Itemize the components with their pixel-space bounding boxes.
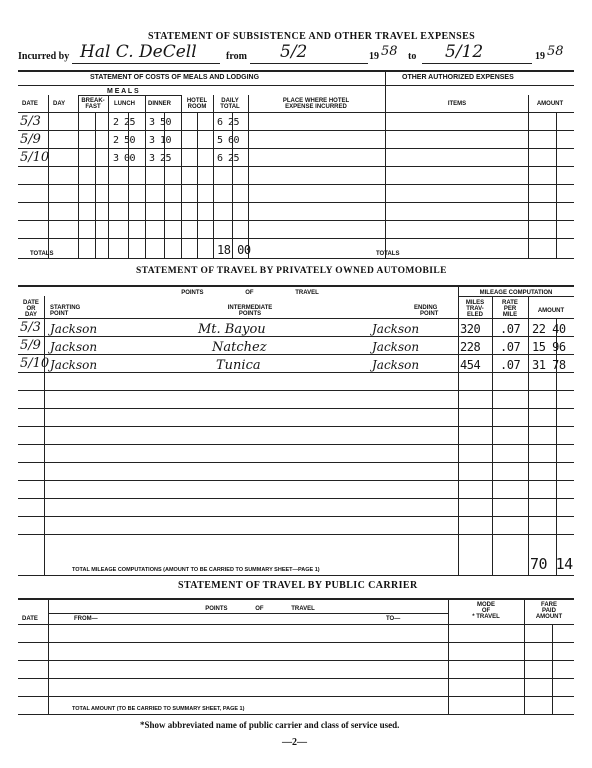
auto-end[interactable]: Jackson bbox=[372, 322, 420, 336]
auto-col-date-1: DATE bbox=[23, 300, 39, 306]
auto-date[interactable]: 5/9 bbox=[20, 338, 41, 353]
carrier-points-header: POINTS OF TRAVEL bbox=[205, 606, 315, 612]
meal-date[interactable]: 5/9 bbox=[20, 132, 41, 147]
from-label: from bbox=[226, 51, 247, 62]
auto-col-end-2: POINT bbox=[420, 311, 439, 317]
col-day: DAY bbox=[53, 101, 66, 107]
auto-amount[interactable]: 31 78 bbox=[532, 358, 566, 372]
other-totals-label: TOTALS bbox=[376, 251, 400, 257]
auto-start[interactable]: Jackson bbox=[50, 322, 98, 336]
carrier-col-mode-1: MODE bbox=[477, 602, 495, 608]
carrier-col-fare-1: FARE bbox=[540, 602, 557, 608]
meal-dinner[interactable]: 3 10 bbox=[149, 135, 172, 146]
footer-note: *Show abbreviated name of public carrier and class of service used. bbox=[140, 720, 400, 730]
meal-daily-total[interactable]: 6 25 bbox=[217, 153, 240, 164]
auto-amount[interactable]: 22 40 bbox=[532, 322, 566, 336]
carrier-col-date: DATE bbox=[22, 616, 38, 622]
auto-date[interactable]: 5/10 bbox=[20, 356, 50, 371]
auto-miles[interactable]: 454 bbox=[460, 358, 481, 372]
col-dinner: DINNER bbox=[148, 101, 172, 107]
col-amount: AMOUNT bbox=[536, 101, 564, 107]
carrier-col-to: TO— bbox=[386, 616, 401, 622]
auto-total-label: TOTAL MILEAGE COMPUTATIONS (AMOUNT TO BE CARRIED TO SUMMARY SHEET—PAGE 1) bbox=[72, 567, 320, 573]
auto-inter[interactable]: Natchez bbox=[212, 340, 267, 355]
meal-dinner[interactable]: 3 50 bbox=[149, 117, 172, 128]
auto-points-header: POINTS OF TRAVEL bbox=[181, 290, 319, 296]
auto-col-date-2: OR bbox=[26, 306, 36, 312]
auto-col-rate-3: MILE bbox=[502, 312, 518, 318]
auto-rate[interactable]: .07 bbox=[500, 322, 521, 336]
incurred-by-label: Incurred by bbox=[18, 51, 70, 62]
auto-col-miles-2: TRAV- bbox=[466, 306, 484, 312]
auto-col-start-2: POINT bbox=[50, 311, 69, 317]
carrier-col-fare-2: PAID bbox=[542, 608, 556, 614]
page-number: —2— bbox=[282, 737, 307, 748]
col-daily-2: TOTAL bbox=[220, 104, 240, 110]
auto-col-miles-1: MILES bbox=[465, 300, 485, 306]
col-breakfast-2: FAST bbox=[85, 104, 101, 110]
auto-col-start-1: STARTING bbox=[50, 305, 81, 311]
meal-date[interactable]: 5/10 bbox=[20, 150, 50, 165]
meal-lunch[interactable]: 2 50 bbox=[113, 135, 136, 146]
auto-miles[interactable]: 228 bbox=[460, 340, 481, 354]
from-value[interactable]: 5/2 bbox=[280, 42, 308, 62]
auto-start[interactable]: Jackson bbox=[50, 340, 98, 354]
auto-col-date-3: DAY bbox=[24, 312, 38, 318]
meal-dinner[interactable]: 3 25 bbox=[149, 153, 172, 164]
auto-end[interactable]: Jackson bbox=[372, 340, 420, 354]
auto-section-title: STATEMENT OF TRAVEL BY PRIVATELY OWNED AUTOMOBILE bbox=[136, 266, 447, 276]
auto-col-miles-3: ELED bbox=[466, 312, 483, 318]
auto-col-end-1: ENDING bbox=[414, 305, 438, 311]
meals-totals-label: TOTALS bbox=[30, 251, 54, 257]
year-end-value[interactable]: 58 bbox=[547, 44, 564, 59]
meals-group-label: M E A L S bbox=[107, 88, 139, 95]
col-hotel-1: HOTEL bbox=[186, 98, 208, 104]
carrier-col-mode-3: * TRAVEL bbox=[472, 614, 500, 620]
auto-rate[interactable]: .07 bbox=[500, 358, 521, 372]
meal-lunch[interactable]: 2 25 bbox=[113, 117, 136, 128]
col-date: DATE bbox=[22, 101, 38, 107]
meal-daily-total[interactable]: 5 60 bbox=[217, 135, 240, 146]
to-label: to bbox=[408, 51, 417, 62]
year-mid-value[interactable]: 58 bbox=[381, 44, 398, 59]
col-place-1: PLACE WHERE HOTEL bbox=[282, 98, 350, 104]
meal-lunch[interactable]: 3 00 bbox=[113, 153, 136, 164]
col-place-2: EXPENSE INCURRED bbox=[285, 104, 347, 110]
meals-section-title: STATEMENT OF COSTS OF MEALS AND LODGING bbox=[90, 74, 260, 81]
auto-inter[interactable]: Tunica bbox=[216, 358, 261, 373]
other-expenses-title: OTHER AUTHORIZED EXPENSES bbox=[402, 74, 514, 81]
col-lunch: LUNCH bbox=[114, 101, 135, 107]
auto-date[interactable]: 5/3 bbox=[20, 320, 41, 335]
auto-amount[interactable]: 15 96 bbox=[532, 340, 566, 354]
carrier-total-label: TOTAL AMOUNT (TO BE CARRIED TO SUMMARY SHEET, PAGE 1) bbox=[72, 706, 245, 712]
incurred-by-value[interactable]: Hal C. DeCell bbox=[80, 42, 197, 62]
auto-start[interactable]: Jackson bbox=[50, 358, 98, 372]
meal-daily-total[interactable]: 6 25 bbox=[217, 117, 240, 128]
form-title: STATEMENT OF SUBSISTENCE AND OTHER TRAVEL EXPENSES bbox=[148, 31, 476, 42]
auto-col-rate-1: RATE bbox=[502, 300, 518, 306]
meals-totals-value[interactable]: 18 00 bbox=[217, 243, 251, 257]
auto-col-inter-1: INTERMEDIATE bbox=[227, 305, 273, 311]
carrier-col-from: FROM— bbox=[74, 616, 98, 622]
auto-miles[interactable]: 320 bbox=[460, 322, 481, 336]
auto-col-amount: AMOUNT bbox=[537, 308, 565, 314]
auto-col-rate-2: PER bbox=[503, 306, 517, 312]
auto-end[interactable]: Jackson bbox=[372, 358, 420, 372]
carrier-col-mode-2: OF bbox=[481, 608, 491, 614]
carrier-col-fare-3: AMOUNT bbox=[535, 614, 563, 620]
year-end-prefix: 19 bbox=[535, 51, 545, 62]
carrier-section-title: STATEMENT OF TRAVEL BY PUBLIC CARRIER bbox=[178, 580, 418, 591]
col-daily-1: DAILY bbox=[221, 98, 239, 104]
col-breakfast-1: BREAK- bbox=[81, 98, 105, 104]
auto-mileage-header: MILEAGE COMPUTATION bbox=[479, 290, 553, 296]
col-hotel-2: ROOM bbox=[187, 104, 207, 110]
auto-col-inter-2: POINTS bbox=[238, 311, 262, 317]
auto-total-value[interactable]: 70 14 bbox=[530, 555, 573, 573]
auto-inter[interactable]: Mt. Bayou bbox=[198, 322, 266, 337]
meal-date[interactable]: 5/3 bbox=[20, 114, 41, 129]
year-mid-prefix: 19 bbox=[369, 51, 379, 62]
auto-rate[interactable]: .07 bbox=[500, 340, 521, 354]
to-value[interactable]: 5/12 bbox=[445, 42, 484, 62]
col-items: ITEMS bbox=[447, 101, 467, 107]
